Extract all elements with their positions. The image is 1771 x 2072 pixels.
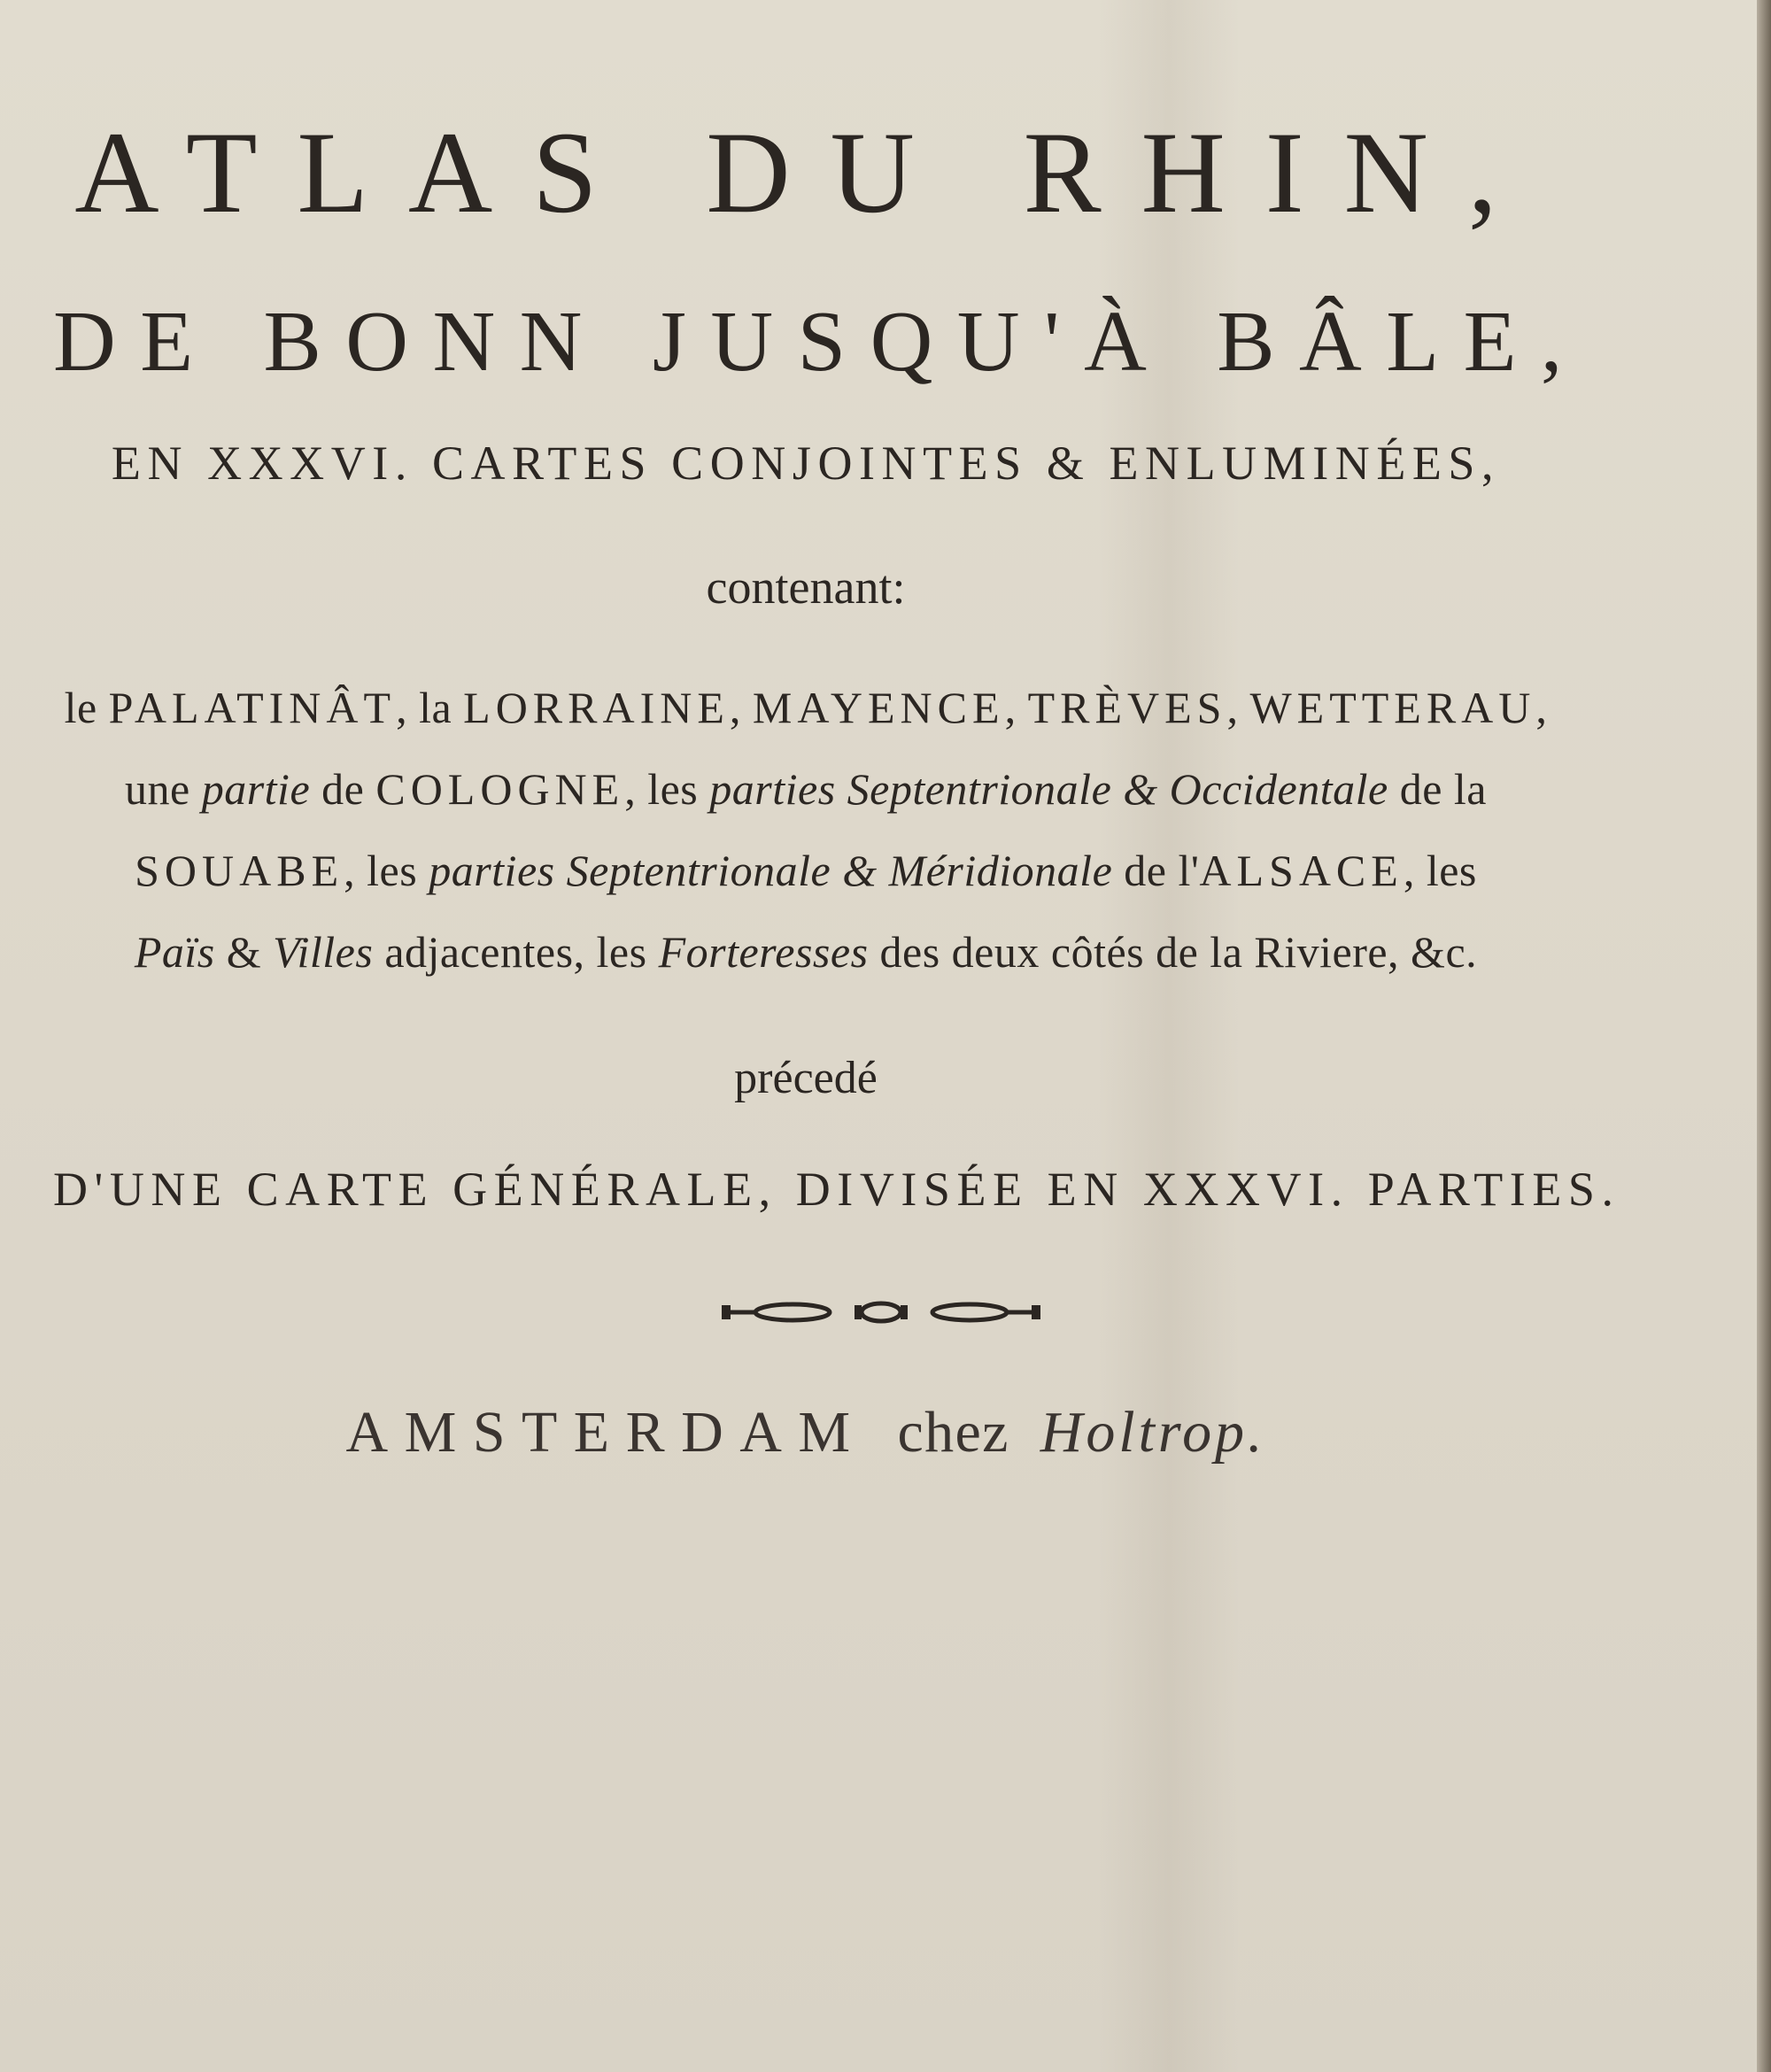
- contents-line-2: [53, 763, 1558, 815]
- contents-segment: , les: [344, 846, 429, 895]
- contents-segment: WETTERAU: [1249, 683, 1536, 732]
- contents-segment: des deux côtés de la Riviere, &c.: [868, 927, 1478, 977]
- contents-line-3: [53, 845, 1558, 896]
- contents-segment: de l': [1112, 846, 1200, 895]
- contents-segment: Païs: [134, 927, 215, 977]
- contents-segment: Villes: [273, 927, 374, 977]
- contents-segment: , la: [396, 683, 464, 732]
- contents-segment: ,: [1004, 683, 1028, 732]
- imprint-chez: chez: [897, 1400, 1009, 1465]
- contents-segment: ,: [1226, 683, 1250, 732]
- contents-segment: Forteresses: [658, 927, 869, 977]
- contents-segment: , les: [1403, 846, 1477, 895]
- contents-segment: ,: [729, 683, 753, 732]
- contents-segment: de la: [1388, 764, 1487, 814]
- contents-line-1: [53, 682, 1558, 733]
- scroll-ornament-icon: [722, 1295, 1040, 1330]
- contents-segment: parties Septentrionale & Méridionale: [429, 846, 1113, 895]
- precede-label: précedé: [734, 1053, 878, 1103]
- contents-segment: SOUABE: [135, 846, 344, 895]
- contents-segment: une: [125, 764, 202, 814]
- contents-line-4: [53, 926, 1558, 978]
- contents-segment: le: [64, 683, 109, 732]
- contents-segment: &: [214, 927, 274, 977]
- contents-segment: MAYENCE: [752, 683, 1005, 732]
- atlas-title: ATLAS DU RHIN,: [74, 107, 1537, 237]
- contents-segment: LORRAINE: [463, 683, 730, 732]
- general-map-description: D'UNE CARTE GÉNÉRALE, DIVISÉE EN XXXVI. PARTIES.: [53, 1163, 1620, 1216]
- contents-segment: adjacentes, les: [373, 927, 659, 977]
- imprint: [53, 1399, 1558, 1466]
- contents-segment: ,: [1535, 683, 1548, 732]
- contenant-label: contenant:: [706, 561, 906, 614]
- page-edge: [1757, 0, 1771, 2072]
- atlas-subtitle: DE BONN JUSQU'À BÂLE,: [53, 294, 1587, 390]
- contents-segment: partie: [201, 764, 311, 814]
- contents-segment: PALATINÂT: [108, 683, 397, 732]
- contents-segment: TRÈVES: [1027, 683, 1227, 732]
- contents-segment: de: [310, 764, 376, 814]
- imprint-city: AMSTERDAM: [345, 1400, 867, 1465]
- imprint-publisher: Holtrop.: [1040, 1400, 1266, 1465]
- contents-segment: COLOGNE: [375, 764, 625, 814]
- contents-segment: , les: [624, 764, 710, 814]
- maps-description: EN XXXVI. CARTES CONJOINTES & ENLUMINÉES,: [111, 437, 1501, 490]
- contents-segment: parties Septentrionale & Occidentale: [709, 764, 1388, 814]
- contents-segment: ALSACE: [1199, 846, 1404, 895]
